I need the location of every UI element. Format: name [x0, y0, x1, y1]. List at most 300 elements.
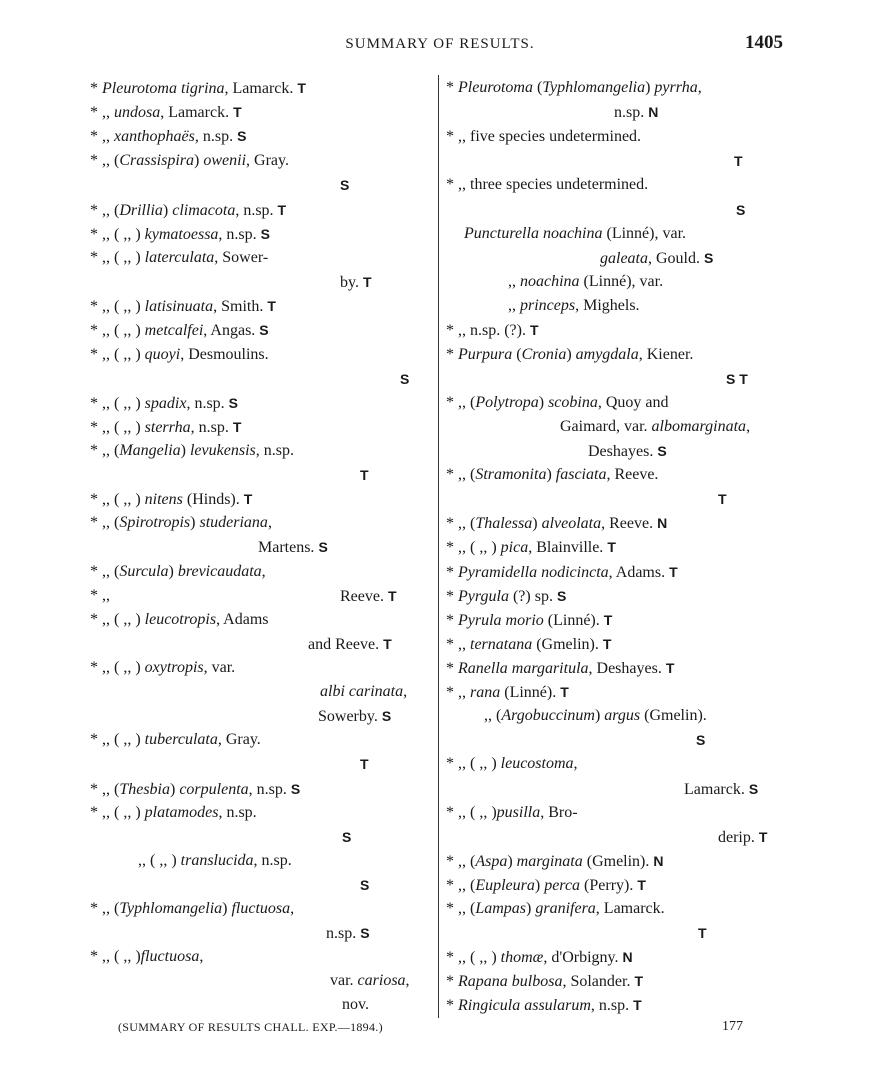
- text-run: , Desmoulins.: [180, 346, 269, 363]
- text-run: *: [90, 442, 98, 459]
- text-run: (Hinds).: [182, 491, 240, 508]
- text-run: ,,: [102, 128, 110, 145]
- text-run: *: [446, 515, 454, 532]
- station-code: S: [400, 371, 410, 387]
- right-entry-line: [718, 827, 767, 848]
- taxon-name: margaritula: [511, 660, 589, 677]
- text-run: ,,: [479, 949, 488, 966]
- text-run: ,,: [102, 491, 110, 508]
- text-run: *: [446, 322, 454, 339]
- text-run: *: [90, 80, 98, 97]
- text-run: ,,: [123, 731, 132, 748]
- right-entry-line: [446, 127, 641, 147]
- taxon-name: Surcula: [119, 563, 169, 580]
- text-run: , n.sp.: [590, 997, 630, 1014]
- left-entry-line: [90, 102, 242, 123]
- text-run: *: [446, 346, 454, 363]
- text-run: ,,: [458, 853, 466, 870]
- text-run: Reeve.: [340, 588, 384, 605]
- station-code: T: [233, 104, 242, 120]
- right-entry-line: [696, 730, 705, 751]
- left-entry-line: [90, 610, 269, 630]
- text-run: var.: [211, 659, 236, 676]
- taxon-name: assularum: [524, 997, 591, 1014]
- text-run: ): [194, 152, 200, 169]
- taxon-name: scobina: [548, 394, 598, 411]
- text-run: ): [538, 394, 545, 411]
- text-run: ): [491, 949, 497, 966]
- taxon-name: pusilla: [496, 804, 541, 821]
- taxon-name: Cronia: [521, 346, 567, 363]
- text-run: ): [526, 900, 532, 917]
- text-run: ): [162, 202, 169, 219]
- taxon-name: climacota: [172, 202, 236, 219]
- text-run: ,: [405, 972, 410, 989]
- taxon-name: pyrrha: [654, 79, 698, 96]
- taxon-name: cariosa: [357, 972, 406, 989]
- station-code: T: [607, 539, 616, 555]
- taxon-name: Crassispira: [119, 152, 195, 169]
- left-entry-line: [90, 320, 269, 341]
- station-code: T: [637, 877, 646, 893]
- text-run: ,: [573, 755, 578, 772]
- station-code: T: [387, 588, 397, 604]
- text-run: ): [135, 611, 141, 628]
- right-entry-line: [446, 586, 566, 607]
- text-run: ): [491, 804, 497, 821]
- text-run: , Gray.: [246, 152, 289, 169]
- left-entry-line: [90, 779, 300, 800]
- text-run: , Quoy and: [597, 394, 669, 411]
- right-entry-line: [446, 899, 665, 919]
- station-code: S: [259, 322, 269, 338]
- text-run: , Gray.: [217, 731, 261, 748]
- text-run: , Adams: [216, 611, 269, 628]
- text-run: ,: [540, 804, 545, 821]
- taxon-name: latisinuata: [144, 298, 214, 315]
- text-run: ,,: [123, 659, 132, 676]
- taxon-name: albomarginata: [651, 418, 747, 435]
- text-run: (Gmelin).: [582, 853, 650, 870]
- text-run: (: [470, 394, 476, 411]
- taxon-name: Puncturella: [464, 225, 539, 242]
- text-run: ): [135, 948, 141, 965]
- right-entry-line: [446, 537, 616, 558]
- text-run: , n.sp.: [255, 442, 294, 459]
- text-run: *: [446, 79, 454, 96]
- right-entry-line: [508, 296, 640, 316]
- right-entry-line: [446, 175, 648, 195]
- taxon-name: quoyi: [144, 346, 181, 363]
- text-run: Kiener.: [646, 346, 694, 363]
- taxon-name: Drillia: [119, 202, 163, 219]
- text-run: (: [536, 79, 543, 96]
- text-run: (: [114, 322, 120, 339]
- text-run: *: [90, 104, 98, 121]
- right-entry-line: [508, 272, 663, 292]
- left-entry-line: [318, 706, 391, 727]
- taxon-name: noachina: [520, 273, 580, 290]
- taxon-name: Thesbia: [119, 781, 170, 798]
- station-code: S: [360, 925, 370, 941]
- taxon-name: tuberculata: [144, 731, 218, 748]
- text-run: ,: [638, 346, 643, 363]
- right-entry-line: [726, 369, 748, 390]
- text-run: ,,: [484, 707, 492, 724]
- text-run: *: [446, 804, 454, 821]
- text-run: ,,: [123, 611, 132, 628]
- text-run: Martens.: [258, 539, 315, 556]
- text-run: *: [90, 298, 98, 315]
- left-entry-line: [340, 586, 397, 607]
- text-run: by.: [340, 274, 359, 291]
- right-entry-line: [446, 513, 667, 534]
- text-run: , n.sp.: [235, 202, 274, 219]
- text-run: ): [180, 442, 186, 459]
- text-run: Bro-: [548, 804, 578, 821]
- right-entry-line: [446, 875, 646, 896]
- text-run: ,,: [123, 948, 132, 965]
- right-entry-line: [446, 610, 612, 631]
- text-run: var.: [330, 972, 354, 989]
- station-code: T: [758, 829, 768, 845]
- taxon-name: Pyramidella: [458, 564, 538, 581]
- left-entry-line: [90, 224, 270, 245]
- text-run: ,,: [159, 852, 168, 869]
- text-run: *: [90, 419, 98, 436]
- right-entry-line: [446, 634, 611, 655]
- station-code: T: [383, 636, 392, 652]
- text-run: (: [114, 781, 120, 798]
- text-run: ,,: [102, 948, 110, 965]
- station-code: S T: [726, 371, 748, 387]
- text-run: *: [446, 660, 454, 677]
- text-run: *: [446, 128, 454, 145]
- station-code: N: [648, 104, 659, 120]
- left-entry-line: [90, 78, 306, 99]
- left-entry-line: [326, 923, 370, 944]
- text-run: , n.sp.: [194, 128, 234, 145]
- right-entry-line: [446, 995, 642, 1016]
- taxon-name: translucida: [180, 852, 254, 869]
- text-run: ,,: [508, 273, 516, 290]
- text-run: (: [470, 877, 476, 894]
- left-entry-line: [90, 296, 276, 317]
- taxon-name: laterculata: [144, 249, 215, 266]
- right-entry-line: [446, 754, 578, 774]
- taxon-name: xanthophaës: [114, 128, 195, 145]
- station-code: S: [704, 250, 714, 266]
- station-code: T: [603, 612, 613, 628]
- right-entry-line: [484, 706, 707, 726]
- text-run: ): [171, 852, 177, 869]
- left-entry-line: [308, 634, 392, 655]
- taxon-name: Typhlomangelia: [542, 79, 646, 96]
- taxon-name: Argobuccinum: [501, 707, 595, 724]
- taxon-name: oxytropis: [144, 659, 204, 676]
- text-run: (: [114, 249, 120, 266]
- taxon-name: owenii: [203, 152, 247, 169]
- text-run: *: [90, 128, 98, 145]
- right-entry-line: [698, 923, 707, 944]
- text-run: Gaimard, var.: [560, 418, 648, 435]
- text-run: (: [496, 707, 502, 724]
- text-run: ,: [203, 659, 208, 676]
- station-code: T: [362, 274, 372, 290]
- text-run: ,: [199, 948, 204, 965]
- station-code: S: [228, 395, 239, 411]
- right-entry-line: [736, 200, 745, 221]
- text-run: ): [534, 877, 541, 894]
- text-run: *: [90, 514, 98, 531]
- text-run: *: [446, 900, 454, 917]
- text-run: (: [470, 900, 476, 917]
- text-run: (: [470, 755, 476, 772]
- text-run: ,,: [458, 466, 466, 483]
- right-entry-line: [446, 971, 643, 992]
- text-run: ,,: [123, 395, 132, 412]
- station-code: S: [340, 177, 350, 193]
- station-code: S: [556, 588, 567, 604]
- text-run: ): [135, 395, 141, 412]
- text-run: ,,: [102, 322, 110, 339]
- column-divider: [438, 75, 439, 1018]
- taxon-name: Mangelia: [119, 442, 181, 459]
- left-entry-line: [90, 200, 286, 221]
- station-code: S: [260, 226, 270, 242]
- left-entry-line: [90, 489, 252, 510]
- text-run: (: [114, 731, 120, 748]
- text-run: ,: [261, 563, 266, 580]
- text-run: ,,: [458, 877, 466, 894]
- taxon-name: nodicincta: [541, 564, 609, 581]
- text-run: , Mighels.: [575, 297, 640, 314]
- text-run: (Linné),: [579, 273, 636, 290]
- station-code: T: [634, 973, 644, 989]
- text-run: *: [446, 755, 454, 772]
- station-code: T: [232, 419, 242, 435]
- text-run: ,,: [102, 611, 110, 628]
- text-run: *: [90, 322, 98, 339]
- text-run: ,,: [123, 491, 132, 508]
- text-run: ,,: [458, 394, 466, 411]
- text-run: , n.sp.: [218, 226, 257, 243]
- taxon-name: corpulenta: [179, 781, 249, 798]
- text-run: var.: [662, 225, 687, 242]
- right-entry-line: [446, 803, 578, 823]
- text-run: ,,: [102, 563, 110, 580]
- text-run: (: [470, 515, 476, 532]
- taxon-name: fluctuosa: [140, 948, 200, 965]
- text-run: ): [170, 781, 176, 798]
- taxon-name: Aspa: [475, 853, 508, 870]
- text-run: ): [546, 466, 552, 483]
- text-run: , Lamarck.: [595, 900, 665, 917]
- text-run: (: [516, 346, 522, 363]
- text-run: *: [446, 853, 454, 870]
- right-entry-line: [446, 851, 664, 872]
- text-run: (: [114, 152, 120, 169]
- text-run: *: [446, 636, 454, 653]
- taxon-name: metcalfei: [144, 322, 204, 339]
- left-entry-line: [90, 899, 294, 919]
- right-entry-line: [718, 489, 727, 510]
- taxon-name: fasciata: [555, 466, 607, 483]
- text-run: ): [135, 322, 141, 339]
- text-run: ,,: [458, 322, 466, 339]
- text-run: (: [114, 202, 120, 219]
- text-run: *: [90, 948, 98, 965]
- taxon-name: Pleurotoma: [102, 80, 177, 97]
- text-run: ,,: [479, 804, 488, 821]
- text-run: *: [446, 176, 454, 193]
- left-entry-line: [320, 682, 407, 702]
- text-run: , Lamarck.: [224, 80, 294, 97]
- text-run: ,,: [102, 442, 110, 459]
- text-run: *: [446, 394, 454, 411]
- text-run: , n.sp.: [218, 804, 257, 821]
- taxon-name: spadix: [144, 395, 187, 412]
- taxon-name: galeata: [600, 250, 648, 267]
- station-code: N: [653, 853, 664, 869]
- station-code: T: [665, 660, 675, 676]
- taxon-name: marginata: [516, 853, 583, 870]
- left-entry-line: [340, 175, 349, 196]
- text-run: *: [446, 539, 454, 556]
- taxon-name: studeriana: [199, 514, 268, 531]
- text-run: ,,: [102, 900, 110, 917]
- text-run: , Angas.: [203, 322, 256, 339]
- left-entry-line: [330, 971, 410, 991]
- text-run: *: [90, 249, 98, 266]
- text-run: ): [135, 419, 141, 436]
- text-run: *: [90, 563, 98, 580]
- text-run: ): [135, 804, 141, 821]
- right-entry-line: [446, 345, 693, 365]
- station-code: T: [718, 491, 727, 507]
- text-run: n.sp.: [326, 925, 357, 942]
- text-run: , Reeve.: [601, 515, 654, 532]
- text-run: *: [446, 973, 454, 990]
- taxon-name: Purpura: [458, 346, 513, 363]
- text-run: ,,: [458, 128, 466, 145]
- text-run: ,,: [123, 804, 132, 821]
- text-run: , n.sp.: [253, 852, 292, 869]
- text-run: (: [150, 852, 156, 869]
- left-entry-line: [340, 272, 372, 293]
- text-run: ,,: [102, 781, 110, 798]
- taxon-name: platamodes: [144, 804, 219, 821]
- text-run: ,: [403, 683, 408, 700]
- taxon-name: Pyrgula: [458, 588, 509, 605]
- text-run: ): [135, 346, 141, 363]
- taxon-name: Rapana: [458, 973, 508, 990]
- taxon-name: pica: [500, 539, 529, 556]
- left-entry-line: [360, 465, 369, 486]
- text-run: ,,: [458, 515, 466, 532]
- left-entry-line: [138, 851, 292, 871]
- text-run: ): [135, 226, 141, 243]
- text-run: ,,: [102, 298, 110, 315]
- text-run: ,,: [458, 900, 466, 917]
- right-entry-line: [734, 151, 743, 172]
- station-code: T: [560, 684, 569, 700]
- text-run: , n.sp.: [190, 419, 229, 436]
- taxon-name: rana: [470, 684, 501, 701]
- right-entry-line: [560, 417, 750, 437]
- text-run: ,,: [102, 419, 110, 436]
- taxon-name: Eupleura: [475, 877, 535, 894]
- right-entry-line: [446, 393, 669, 413]
- taxon-name: Ringicula: [458, 997, 521, 1014]
- taxon-name: leucotropis: [144, 611, 217, 628]
- text-run: ): [222, 900, 228, 917]
- text-run: ): [507, 853, 513, 870]
- left-entry-line: [360, 875, 369, 896]
- text-run: ): [135, 249, 141, 266]
- station-code: T: [669, 564, 678, 580]
- text-run: ): [594, 707, 601, 724]
- running-header: SUMMARY OF RESULTS.: [345, 36, 535, 52]
- text-run: nov.: [342, 996, 369, 1013]
- taxon-name: alveolata: [541, 515, 602, 532]
- text-run: , Blainville.: [528, 539, 604, 556]
- text-run: five species undetermined.: [470, 128, 642, 145]
- text-run: (: [114, 948, 120, 965]
- right-entry-line: [446, 682, 569, 703]
- text-run: ,,: [458, 755, 466, 772]
- text-run: ,,: [479, 755, 488, 772]
- text-run: *: [90, 611, 98, 628]
- taxon-name: leucostoma: [500, 755, 574, 772]
- taxon-name: amygdala: [575, 346, 639, 363]
- text-run: *: [90, 731, 98, 748]
- text-run: , d'Orbigny.: [543, 949, 619, 966]
- station-code: S: [237, 128, 247, 144]
- text-run: *: [446, 588, 454, 605]
- footer-citation: (SUMMARY OF RESULTS CHALL. EXP.—1894.): [118, 1020, 383, 1034]
- right-entry-line: [614, 102, 658, 123]
- right-entry-line: [600, 248, 713, 269]
- text-run: *: [446, 949, 454, 966]
- taxon-name: albi carinata: [320, 683, 404, 700]
- left-entry-line: [360, 754, 369, 775]
- text-run: *: [446, 466, 454, 483]
- text-run: ,,: [102, 514, 110, 531]
- left-entry-line: [258, 537, 328, 558]
- text-run: (: [114, 804, 120, 821]
- text-run: ): [190, 514, 196, 531]
- taxon-name: kymatoessa: [144, 226, 219, 243]
- text-run: ,,: [123, 298, 132, 315]
- text-run: , Smith.: [213, 298, 264, 315]
- text-run: ,,: [102, 346, 110, 363]
- text-run: *: [90, 804, 98, 821]
- text-run: (: [114, 611, 120, 628]
- text-run: ,,: [102, 226, 110, 243]
- taxon-name: sterrha: [144, 419, 191, 436]
- text-run: ,,: [102, 659, 110, 676]
- station-code: T: [360, 467, 369, 483]
- text-run: , Gould.: [648, 250, 700, 267]
- text-run: *: [446, 612, 454, 629]
- station-code: T: [698, 925, 707, 941]
- station-code: T: [267, 298, 276, 314]
- text-run: ,,: [102, 249, 110, 266]
- station-code: T: [297, 80, 306, 96]
- taxon-name: Polytropa: [475, 394, 539, 411]
- text-run: (: [114, 442, 120, 459]
